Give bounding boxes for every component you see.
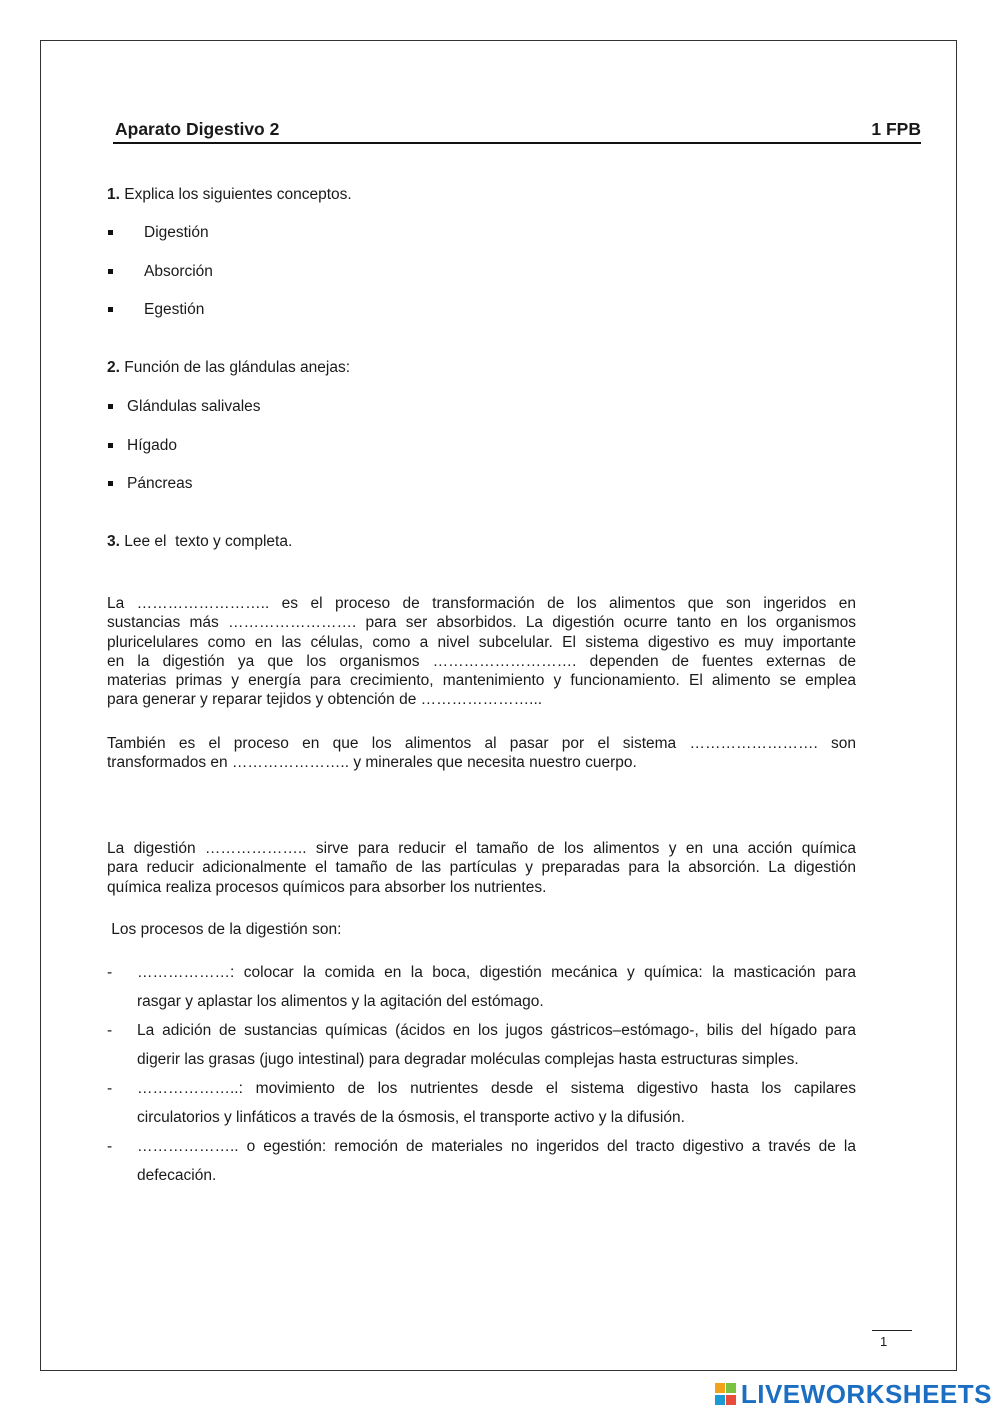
page-title: Aparato Digestivo 2 [115,119,280,139]
paragraph-1-line: sustancias más ……………………. para ser absorbidos. La digestión ocurre tanto en los organismos [107,614,856,632]
liveworksheets-brand[interactable] [715,1378,992,1410]
paragraph-2-line: También es el proceso en que los alimentos al pasar por el sistema ……………………. son [107,735,856,752]
concept-absorcion: Absorción [144,263,213,280]
process-line: La adición de sustancias químicas (ácidos en los jugos gástricos–estómago-, bilis del hígado para [137,1022,856,1039]
paragraph-1-line: materias primas y energía para crecimiento, mantenimiento y funcionamiento. El alimento se emplea [107,672,856,690]
gland-pancreas: Páncreas [127,475,193,492]
paragraph-2 [107,734,856,773]
bullet-icon [108,404,113,409]
brand-text: LIVEWORKSHEETS [740,1378,992,1409]
liveworksheets-logo-icon [715,1383,737,1405]
concept-digestion: Digestión [144,224,209,241]
paragraph-1-line: La …………………….. es el proceso de transformación de los alimentos que son ingeridos en [107,595,856,612]
bullet-icon [108,307,113,312]
paragraph-3-line: para reducir adicionalmente el tamaño de las partículas y preparadas para la absorción. La digestión [107,859,856,877]
dash-marker: - [107,1022,113,1039]
paragraph-1 [107,594,856,710]
gland-salivales: Glándulas salivales [127,398,261,415]
dash-marker: - [107,1080,113,1097]
paragraph-3 [107,839,856,897]
gland-higado: Hígado [127,437,177,454]
list-item [107,958,856,1016]
process-line: ……………….. o egestión: remoción de materiales no ingeridos del tracto digestivo a través de la [137,1138,856,1155]
bullet-icon [108,230,113,235]
process-line: ………………..: movimiento de los nutrientes desde el sistema digestivo hasta los capilares [137,1080,856,1097]
paragraph-3-line: La digestión ……………….. sirve para reducir el tamaño de los alimentos y en una acción química [107,840,856,857]
question-2-number: 2. [107,359,120,376]
list-item [107,1016,856,1074]
question-3-prompt: Lee el texto y completa. [124,533,293,550]
bullet-icon [108,269,113,274]
concept-egestion: Egestión [144,301,205,318]
paragraph-1-line: para generar y reparar tejidos y obtención de …………………... [107,691,543,709]
paragraph-3-line: química realiza procesos químicos para absorber los nutrientes. [107,878,547,896]
question-1-number: 1. [107,186,120,203]
page-number: 1 [880,1334,888,1349]
dash-marker: - [107,964,113,981]
paragraph-2-line: transformados en ………………….. y minerales que necesita nuestro cuerpo. [107,754,637,772]
question-3 [107,532,292,551]
title-row [113,118,921,144]
question-2 [107,358,350,377]
process-line: digerir las grasas (jugo intestinal) para degradar moléculas complejas hasta estructuras simples. [137,1051,799,1068]
paragraph-1-line: pluricelulares como en las células, como a nivel subcelular. El sistema digestivo es muy importante [107,633,856,651]
process-line: circulatorios y linfáticos a través de la ósmosis, el transporte activo y la difusión. [137,1109,685,1126]
course-label: 1 FPB [871,119,921,139]
question-1-prompt: Explica los siguientes conceptos. [124,186,352,203]
footer-divider [872,1330,912,1331]
bullet-icon [108,481,113,486]
processes-list [107,958,856,1190]
process-line: ………………: colocar la comida en la boca, digestión mecánica y química: la masticación para [137,964,856,981]
process-line: defecación. [137,1167,217,1184]
list-item [107,1074,856,1132]
paragraph-1-line: en la digestión ya que los organismos ………………………. dependen de fuentes externas de [107,652,856,670]
process-line: rasgar y aplastar los alimentos y la agitación del estómago. [137,993,544,1010]
bullet-icon [108,443,113,448]
question-1 [107,185,352,204]
question-2-prompt: Función de las glándulas anejas: [124,359,351,376]
processes-intro: Los procesos de la digestión son: [107,921,342,938]
dash-marker: - [107,1138,113,1155]
question-3-number: 3. [107,533,120,550]
list-item [107,1132,856,1190]
